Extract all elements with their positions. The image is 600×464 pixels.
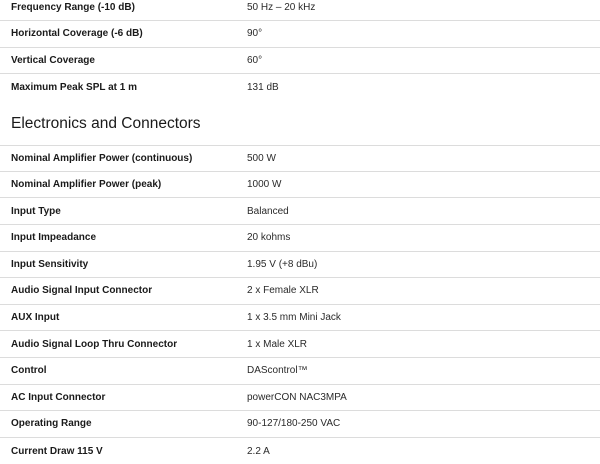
spec-label: Audio Signal Input Connector <box>11 285 153 297</box>
spec-row-loop-thru-connector <box>0 331 600 358</box>
acoustics-spec-table <box>0 0 600 101</box>
spec-value: 2.2 A <box>247 445 270 457</box>
spec-row-input-impedance <box>0 225 600 252</box>
spec-label: AUX Input <box>11 312 60 324</box>
spec-value: powerCON NAC3MPA <box>247 391 347 403</box>
spec-value: 2 x Female XLR <box>247 285 319 297</box>
section-title-electronics: Electronics and Connectors <box>0 101 600 146</box>
spec-row-max-peak-spl <box>0 74 600 101</box>
spec-row-control <box>0 358 600 385</box>
spec-label: Frequency Range (-10 dB) <box>11 2 135 13</box>
spec-label: Control <box>11 365 47 377</box>
spec-value: 60° <box>247 54 263 66</box>
spec-value: 20 kohms <box>247 232 291 244</box>
spec-label: Input Sensitivity <box>11 258 89 270</box>
spec-row-ac-input-connector <box>0 385 600 412</box>
spec-row-amp-power-continuous <box>0 146 600 172</box>
spec-row-frequency-range <box>0 0 600 21</box>
spec-value: 50 Hz – 20 kHz <box>247 2 316 13</box>
spec-row-current-draw <box>0 438 600 464</box>
spec-row-horizontal-coverage <box>0 21 600 48</box>
spec-label: Input Type <box>11 205 61 217</box>
spec-value: 90-127/180-250 VAC <box>247 418 341 430</box>
spec-label: Nominal Amplifier Power (peak) <box>11 179 162 191</box>
spec-value: 131 dB <box>247 81 279 93</box>
spec-label: Horizontal Coverage (-6 dB) <box>11 28 143 40</box>
spec-label: AC Input Connector <box>11 391 106 403</box>
spec-row-aux-input <box>0 305 600 332</box>
spec-value: 90° <box>247 28 263 40</box>
spec-value: 1 x 3.5 mm Mini Jack <box>247 312 341 324</box>
spec-label: Nominal Amplifier Power (continuous) <box>11 152 193 164</box>
spec-row-amp-power-peak <box>0 172 600 199</box>
spec-value: 1000 W <box>247 179 282 191</box>
spec-value: 500 W <box>247 152 276 164</box>
spec-row-input-sensitivity <box>0 252 600 279</box>
electronics-spec-table <box>0 146 600 464</box>
spec-label: Audio Signal Loop Thru Connector <box>11 338 178 350</box>
spec-row-input-connector <box>0 278 600 305</box>
spec-value: Balanced <box>247 205 289 217</box>
spec-label: Vertical Coverage <box>11 54 95 66</box>
spec-value: DAScontrol™ <box>247 365 308 377</box>
spec-label: Maximum Peak SPL at 1 m <box>11 81 137 93</box>
spec-row-vertical-coverage <box>0 48 600 75</box>
spec-label: Input Impeadance <box>11 232 97 244</box>
spec-row-operating-range <box>0 411 600 438</box>
spec-value: 1.95 V (+8 dBu) <box>247 258 318 270</box>
spec-row-input-type <box>0 198 600 225</box>
spec-label: Current Draw 115 V <box>11 445 103 457</box>
spec-value: 1 x Male XLR <box>247 338 308 350</box>
spec-label: Operating Range <box>11 418 92 430</box>
